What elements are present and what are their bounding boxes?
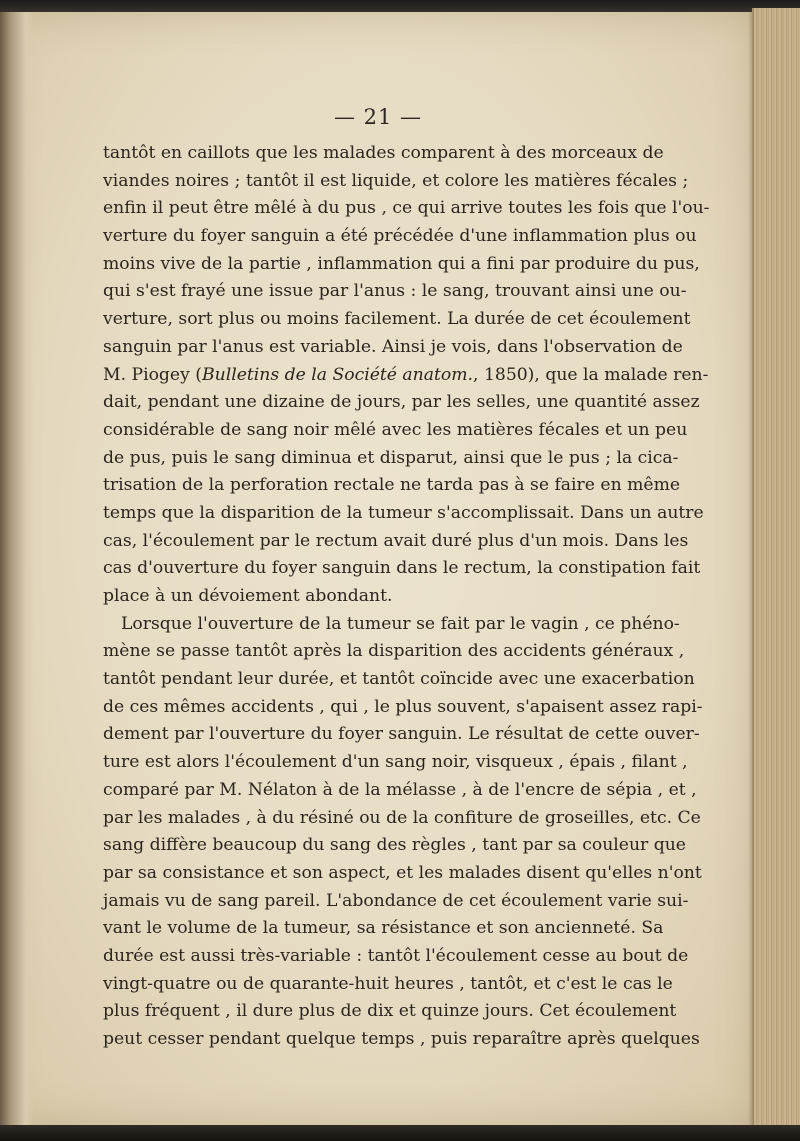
citation-suffix: , 1850), que la malade ren- [473,364,709,385]
text-line: ture est alors l'écoulement d'un sang noir, visqueux , épais , filant , [103,752,688,773]
text-line: vant le volume de la tumeur, sa résistance et son ancienneté. Sa [103,918,664,939]
text-line: jamais vu de sang pareil. L'abondance de cet écoulement varie sui- [103,890,689,911]
paragraph-end-line: place à un dévoiement abondant. [103,586,393,606]
text-line: cas, l'écoulement par le rectum avait duré plus d'un mois. Dans les [103,530,689,551]
text-line: moins vive de la partie , inflammation qui a fini par produire du pus, [103,253,700,274]
text-line: verture, sort plus ou moins facilement. La durée de cet écoulement [103,309,691,330]
text-line: vingt-quatre ou de quarante-huit heures , tantôt, et c'est le cas le [103,973,673,994]
text-line: par sa consistance et son aspect, et les malades disent qu'elles n'ont [103,862,702,883]
citation-prefix: M. Piogey ( [103,364,202,385]
page-edge-shadow [748,8,754,1133]
page-stack-edge [752,8,800,1133]
citation-line [103,362,709,390]
text-line: sanguin par l'anus est variable. Ainsi je vois, dans l'observation de [103,336,683,357]
text-line: verture du foyer sanguin a été précédée d'une inflammation plus ou [103,226,697,247]
text-line: comparé par M. Nélaton à de la mélasse , à de l'encre de sépia , et , [103,779,697,800]
text-line: tantôt en caillots que les malades comparent à des morceaux de [103,143,664,163]
text-line: cas d'ouverture du foyer sanguin dans le rectum, la constipation fait [103,558,701,579]
text-line: de ces mêmes accidents , qui , le plus souvent, s'apaisent assez rapi- [103,696,703,717]
binding-gutter [0,12,34,1127]
text-line: mène se passe tantôt après la disparition des accidents généraux , [103,641,685,662]
page-number: — 21 — [333,105,423,129]
text-line: viandes noires ; tantôt il est liquide, et colore les matières fécales ; [103,170,689,191]
text-line: considérable de sang noir mêlé avec les matières fécales et un peu [103,419,688,440]
text-line: sang diffère beaucoup du sang des règles , tant par sa couleur que [103,835,686,856]
text-line: dait, pendant une dizaine de jours, par les selles, une quantité assez [103,392,700,413]
text-line: de pus, puis le sang diminua et disparut, ainsi que le pus ; la cica- [103,447,679,468]
text-line: peut cesser pendant quelque temps , puis reparaître après quelques [103,1029,700,1049]
text-line: plus fréquent , il dure plus de dix et quinze jours. Cet écoulement [103,1001,677,1022]
text-line: par les malades , à du résiné ou de la confiture de groseilles, etc. Ce [103,807,701,828]
body-text [103,140,710,1054]
text-line: temps que la disparition de la tumeur s'accomplissait. Dans un autre [103,502,704,523]
text-line: durée est aussi très-variable : tantôt l'écoulement cesse au bout de [103,945,689,966]
text-line: tantôt pendant leur durée, et tantôt coïncide avec une exacerbation [103,669,695,690]
text-line: dement par l'ouverture du foyer sanguin. Le résultat de cette ouver- [103,724,700,745]
text-line: trisation de la perforation rectale ne tarda pas à se faire en même [103,475,681,496]
text-line: enfin il peut être mêlé à du pus , ce qui arrive toutes les fois que l'ou- [103,198,710,219]
scan-bottom-border [0,1125,800,1141]
paragraph-start-line: Lorsque l'ouverture de la tumeur se fait par le vagin , ce phéno- [121,613,680,634]
journal-title: Bulletins de la Société anatom. [202,364,474,385]
text-line: qui s'est frayé une issue par l'anus : le sang, trouvant ainsi une ou- [103,281,687,302]
